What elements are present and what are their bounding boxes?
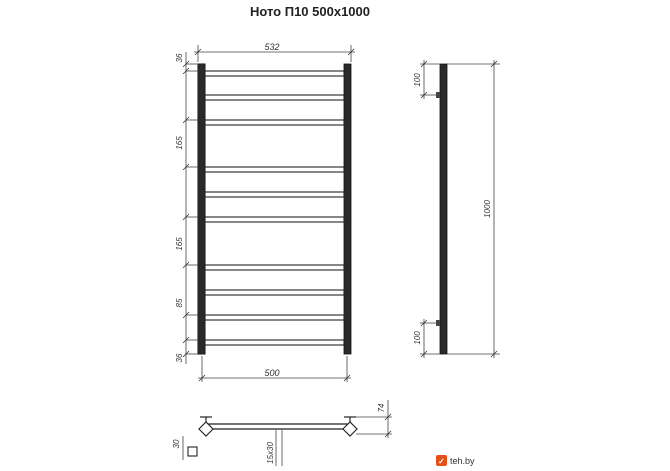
front-view — [175, 42, 355, 382]
left-post — [198, 64, 205, 354]
watermark — [436, 455, 475, 466]
top-view — [172, 400, 392, 466]
towel-bar — [205, 217, 344, 222]
dim-outer-width: 532 — [264, 42, 280, 52]
dim-mount-bottom: 100 — [413, 331, 422, 345]
towel-bar — [205, 167, 344, 172]
dim-profile: 15x30 — [266, 442, 275, 464]
towel-bar — [205, 315, 344, 320]
dim-square: 30 — [172, 439, 181, 449]
towel-bar — [205, 290, 344, 295]
dim-section-3: 85 — [175, 298, 184, 308]
towel-bar — [205, 95, 344, 100]
towel-bars — [205, 71, 344, 345]
dim-depth: 74 — [377, 403, 386, 413]
dim-total-height: 1000 — [483, 200, 492, 218]
towel-bar — [205, 71, 344, 76]
dim-top-offset: 36 — [175, 53, 184, 63]
towel-bar — [205, 192, 344, 197]
side-post — [440, 64, 447, 354]
side-view — [413, 60, 500, 358]
towel-bar — [205, 120, 344, 125]
dim-mount-top: 100 — [413, 73, 422, 87]
towel-bar — [205, 265, 344, 270]
dim-bottom-offset: 36 — [175, 353, 184, 363]
towel-bar — [205, 340, 344, 345]
dim-section-2: 165 — [175, 237, 184, 251]
drawing-title: Ното П10 500х1000 — [249, 4, 371, 19]
square-section-icon — [188, 447, 197, 456]
svg-text:✓: ✓ — [438, 457, 445, 466]
right-post — [344, 64, 351, 354]
watermark-text: teh.by — [450, 456, 475, 466]
dim-section-1: 165 — [175, 136, 184, 150]
dim-inner-width: 500 — [264, 368, 280, 378]
